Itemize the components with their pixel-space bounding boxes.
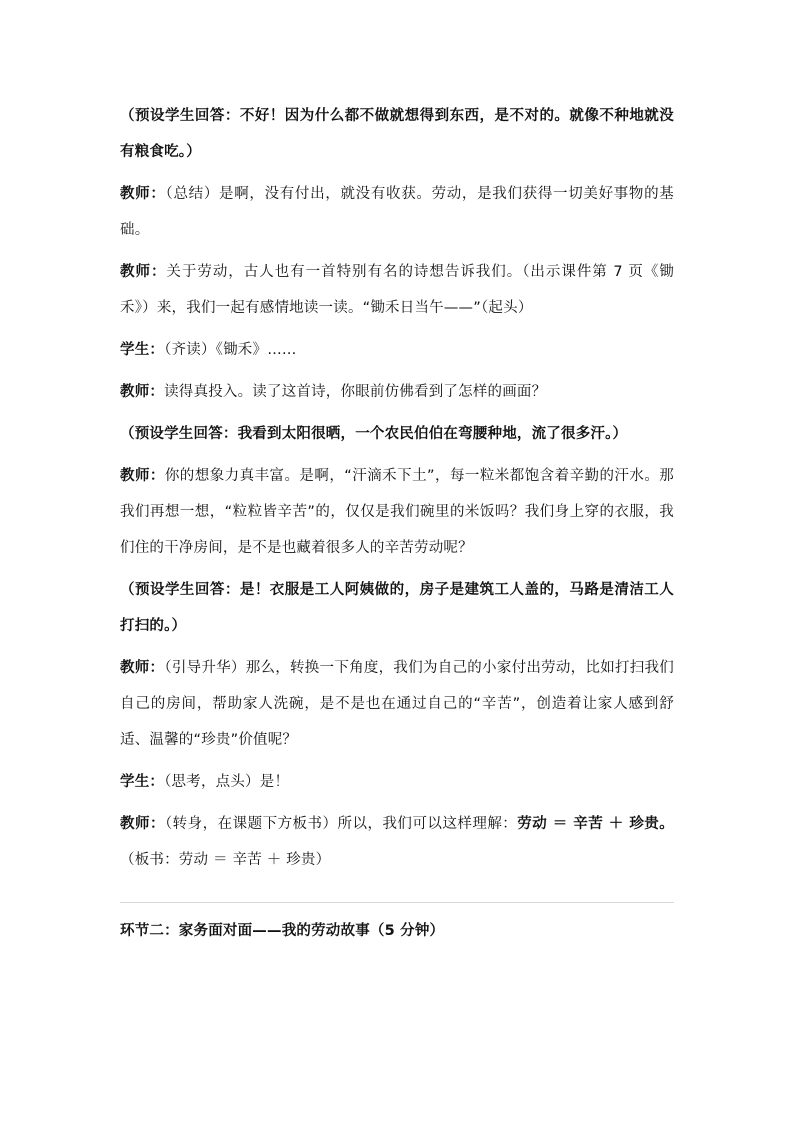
dialogue-text: 你的想象力真丰富。是啊，“汗滴禾下土”，每一粒米都饱含着辛勤的汗水。那我们再想一想，“粒粒皆辛苦”的，仅仅是我们碗里的米饭吗？我们身上穿的衣服，我们住的干净房间，是不是也藏着很多人的辛苦劳动呢？ <box>120 468 674 556</box>
speaker-label: 学生： <box>120 342 165 358</box>
dialogue-teacher-5 <box>120 650 674 758</box>
dialogue-text: （齐读）《锄禾》…… <box>164 342 297 358</box>
speaker-label: 教师： <box>120 468 165 484</box>
speaker-label: 教师： <box>120 660 165 676</box>
dialogue-text: 读得真投入。读了这首诗，你眼前仿佛看到了怎样的画面？ <box>164 384 547 400</box>
speaker-label: 教师： <box>120 264 167 280</box>
preset-answer-2: （预设学生回答：我看到太阳很晒，一个农民伯伯在弯腰种地，流了很多汗。） <box>120 426 628 442</box>
document-body <box>120 98 674 949</box>
dialogue-teacher-1 <box>120 176 674 248</box>
speaker-label: 学生： <box>120 774 165 790</box>
dialogue-text: （总结）是啊，没有付出，就没有收获。劳动，是我们获得一切美好事物的基础。 <box>120 186 674 238</box>
dialogue-text: （引导升华）那么，转换一下角度，我们为自己的小家付出劳动，比如打扫我们自己的房间，帮助家人洗碗，是不是也在通过自己的“辛苦”，创造着让家人感到舒适、温馨的“珍贵”价值呢？ <box>120 660 675 748</box>
dialogue-teacher-4 <box>120 458 674 566</box>
dialogue-text: （思考，点头）是！ <box>164 774 290 790</box>
board-note: （板书：劳动 ＝ 辛苦 ＋ 珍贵） <box>120 852 331 868</box>
section-divider <box>120 902 674 903</box>
dialogue-text: （转身，在课题下方板书）所以，我们可以这样理解： <box>164 816 518 832</box>
preset-answer-3: （预设学生回答：是！衣服是工人阿姨做的，房子是建筑工人盖的，马路是清洁工人打扫的。） <box>120 582 674 634</box>
speaker-label: 教师： <box>120 816 165 832</box>
section-title: 环节二：家务面对面——我的劳动故事（5 分钟） <box>120 923 445 939</box>
dialogue-teacher-2 <box>120 254 674 326</box>
dialogue-teacher-6 <box>120 806 674 878</box>
dialogue-text: 关于劳动，古人也有一首特别有名的诗想告诉我们。（出示课件第 7 页《锄禾》）来，我们一起有感情地读一读。“锄禾日当午——”（起头） <box>120 264 674 316</box>
dialogue-teacher-3 <box>120 374 674 410</box>
formula-text: 劳动 ＝ 辛苦 ＋ 珍贵。 <box>517 816 674 832</box>
dialogue-student-2 <box>120 764 674 800</box>
speaker-label: 教师： <box>120 384 165 400</box>
dialogue-student-1 <box>120 332 674 368</box>
preset-answer-1: （预设学生回答：不好！因为什么都不做就想得到东西，是不对的。就像不种地就没有粮食吃。） <box>120 108 674 160</box>
speaker-label: 教师： <box>120 186 166 202</box>
